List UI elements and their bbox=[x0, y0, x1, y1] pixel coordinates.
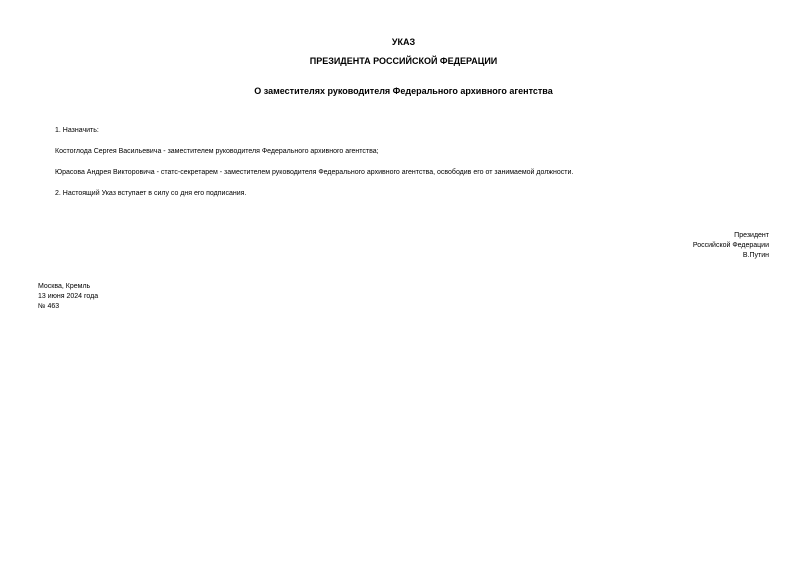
decree-subject: О заместителях руководителя Федерального архивного агентства bbox=[254, 86, 553, 96]
clause-1-heading: 1. Назначить: bbox=[55, 127, 99, 134]
signatory-country: Российской Федерации bbox=[692, 242, 769, 249]
appointment-2: Юрасова Андрея Викторовича - статс-секретарем - заместителем руководителя Федерального архивного агентства, освободив его от занимаемой должности. bbox=[55, 169, 574, 176]
signatory-title: Президент bbox=[734, 232, 769, 239]
issuer-title: ПРЕЗИДЕНТА РОССИЙСКОЙ ФЕДЕРАЦИИ bbox=[309, 56, 498, 66]
appointment-1: Костоглода Сергея Васильевича - заместителем руководителя Федерального архивного агентства; bbox=[55, 148, 379, 155]
clause-2: 2. Настоящий Указ вступает в силу со дня его подписания. bbox=[55, 190, 247, 197]
signing-place: Москва, Кремль bbox=[38, 283, 91, 290]
signing-date: 13 июня 2024 года bbox=[38, 293, 99, 300]
signatory-name: В.Путин bbox=[742, 252, 769, 259]
document-type-title: УКАЗ bbox=[391, 37, 416, 47]
decree-number: № 463 bbox=[38, 303, 60, 310]
